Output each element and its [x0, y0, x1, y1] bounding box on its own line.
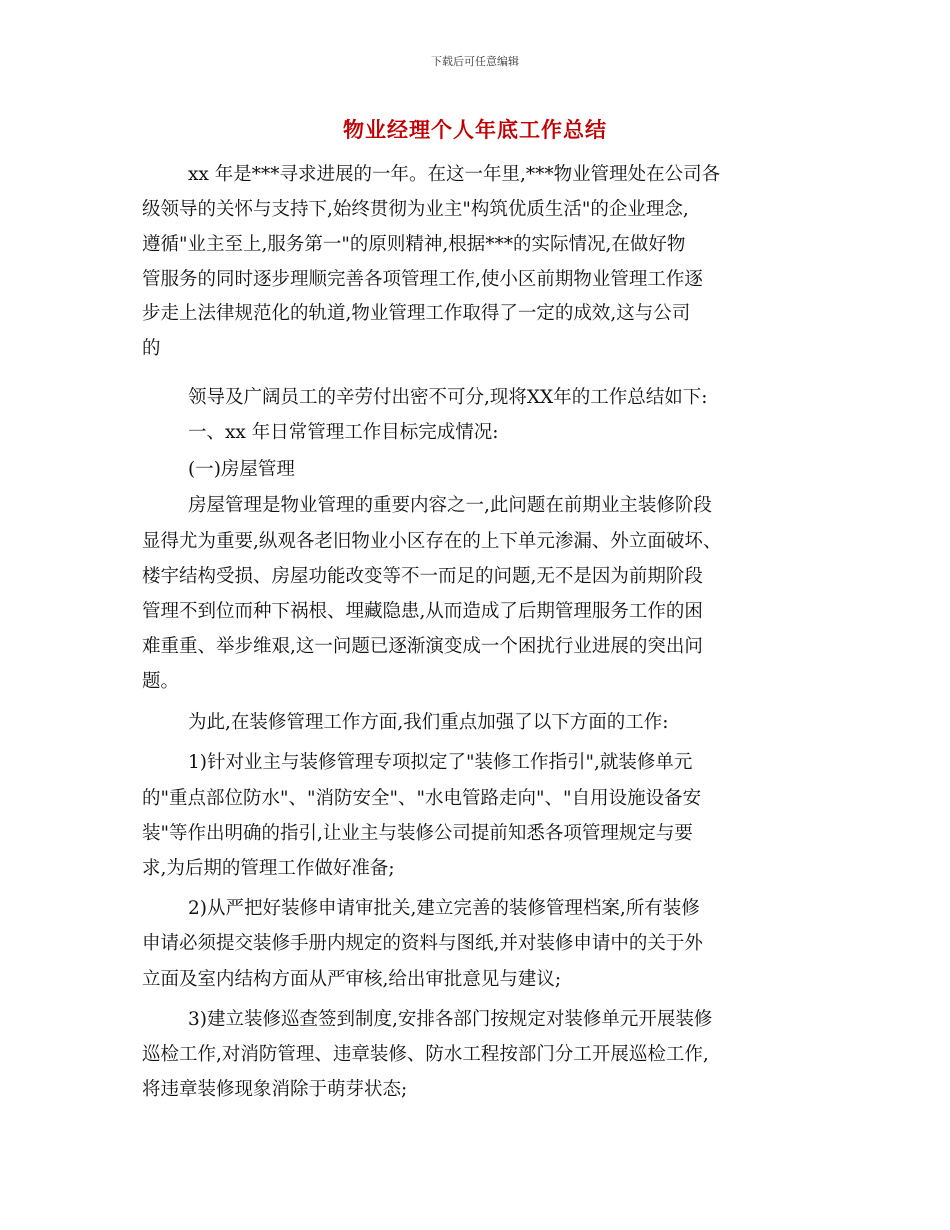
- document-title: 物业经理个人年底工作总结: [343, 118, 607, 142]
- body-line: 将违章装修现象消除于萌芽状态;: [142, 1079, 408, 1100]
- body-line: 管理不到位而种下祸根、埋藏隐患,从而造成了后期管理服务工作的困: [142, 601, 703, 622]
- body-line: 为此,在装修管理工作方面,我们重点加强了以下方面的工作:: [188, 712, 669, 733]
- list-item: 3)建立装修巡查签到制度,安排各部门按规定对装修单元开展装修: [188, 1009, 713, 1030]
- section-heading: 一、xx 年日常管理工作目标完成情况:: [188, 422, 499, 443]
- body-line: 显得尤为重要,纵观各老旧物业小区存在的上下单元渗漏、外立面破坏、: [142, 531, 722, 552]
- body-line: 立面及室内结构方面从严审核,给出审批意见与建议;: [142, 969, 562, 990]
- body-line: 求,为后期的管理工作做好准备;: [142, 858, 395, 879]
- body-line: 题。: [142, 671, 180, 692]
- body-line: 申请必须提交装修手册内规定的资料与图纸,并对装修申请中的关于外: [142, 933, 703, 954]
- body-line: 巡检工作,对消防管理、违章装修、防水工程按部门分工开展巡检工作,: [142, 1044, 709, 1065]
- body-line: 装"等作出明确的指引,让业主与装修公司提前知悉各项管理规定与要: [142, 823, 693, 844]
- page-header: 下载后可任意编辑: [431, 55, 519, 68]
- body-line: 步走上法律规范化的轨道,物业管理工作取得了一定的成效,这与公司: [142, 303, 691, 324]
- body-line: 难重重、举步维艰,这一问题已逐渐演变成一个困扰行业进展的突出问: [142, 636, 703, 657]
- subsection-heading: (一)房屋管理: [188, 459, 295, 480]
- list-item: 1)针对业主与装修管理专项拟定了"装修工作指引",就装修单元: [188, 752, 693, 773]
- body-line: 楼宇结构受损、房屋功能改变等不一而足的问题,无不是因为前期阶段: [142, 566, 703, 587]
- body-line: 遵循"业主至上,服务第一"的原则精神,根据***的实际情况,在做好物: [142, 234, 686, 255]
- body-line: 级领导的关怀与支持下,始终贯彻为业主"构筑优质生活"的企业理念,: [142, 199, 689, 220]
- body-line: 领导及广阔员工的辛劳付出密不可分,现将XX年的工作总结如下:: [188, 387, 708, 408]
- list-item: 2)从严把好装修申请审批关,建立完善的装修管理档案,所有装修: [188, 898, 700, 919]
- body-line: 房屋管理是物业管理的重要内容之一,此问题在前期业主装修阶段: [188, 495, 712, 516]
- body-line: 的: [142, 338, 161, 359]
- body-line: xx 年是***寻求进展的一年。在这一年里,***物业管理处在公司各: [188, 164, 721, 185]
- body-line: 的"重点部位防水"、"消防安全"、"水电管路走向"、"自用设施设备安: [142, 788, 702, 809]
- body-line: 管服务的同时逐步理顺完善各项管理工作,使小区前期物业管理工作逐: [142, 269, 703, 290]
